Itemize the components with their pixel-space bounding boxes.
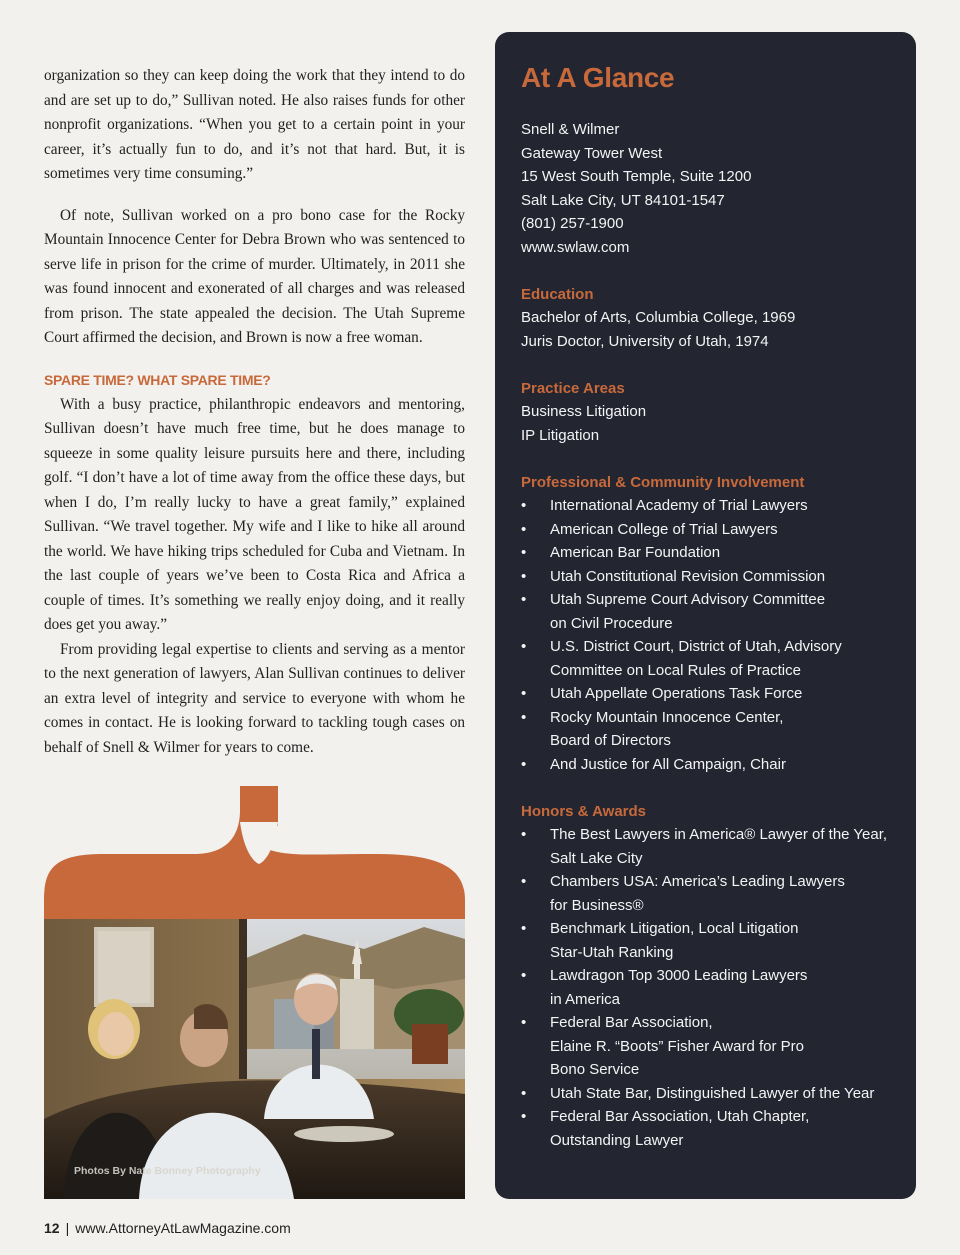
contact-line: 15 West South Temple, Suite 1200 — [521, 168, 752, 185]
bullet-icon: • — [521, 497, 527, 514]
honors-item-text: Bono Service — [550, 1061, 640, 1078]
footer-website: www.AttorneyAtLawMagazine.com — [75, 1220, 291, 1236]
honors-item — [521, 1011, 896, 1082]
honors-item-text: Chambers USA: America’s Leading Lawyers — [550, 873, 845, 890]
honors-item — [521, 917, 896, 964]
contact-section — [521, 118, 896, 259]
involvement-item-text: Utah Supreme Court Advisory Committee — [550, 591, 826, 608]
practice-item: Business Litigation — [521, 403, 647, 420]
honors-item-text: Benchmark Litigation, Local Litigation — [550, 920, 799, 937]
bullet-icon: • — [521, 1108, 527, 1125]
involvement-item — [521, 565, 896, 589]
honors-item-text: in America — [550, 990, 621, 1008]
bullet-icon: • — [521, 708, 527, 726]
practice-item: IP Litigation — [521, 426, 600, 444]
involvement-item — [521, 588, 896, 635]
honors-item-text: Federal Bar Association, — [550, 1014, 713, 1031]
involvement-item — [521, 635, 896, 682]
involvement-item — [521, 494, 896, 518]
involvement-item-text: on Civil Procedure — [550, 614, 673, 632]
contact-line: Gateway Tower West — [521, 144, 663, 162]
bullet-icon: • — [521, 638, 527, 655]
honors-item-text: The Best Lawyers in America® Lawyer of the Year, — [550, 826, 888, 843]
education-section — [521, 283, 896, 354]
education-item: Juris Doctor, University of Utah, 1974 — [521, 332, 769, 350]
bullet-icon: • — [521, 591, 527, 608]
honors-item-text: Salt Lake City — [550, 849, 643, 867]
section-heading: Education — [521, 285, 594, 303]
involvement-list — [521, 494, 896, 776]
honors-item-text: Lawdragon Top 3000 Leading Lawyers — [550, 967, 808, 984]
article-paragraph: organization so they can keep doing the work that they intend to do and are set up to do,” Sullivan noted. He also raises funds for other nonprofit organizations. “When you get to a certain point in your career, it’s actually fun to do, and it’s not that hard. But, it is sometimes very time consuming.” — [44, 67, 465, 182]
honors-item — [521, 964, 896, 1011]
honors-item — [521, 1105, 896, 1152]
involvement-item-text: Board of Directors — [550, 732, 671, 749]
decorative-brace — [44, 782, 465, 922]
involvement-item — [521, 753, 896, 777]
bullet-icon: • — [521, 826, 527, 843]
honors-item-text: for Business® — [550, 896, 644, 914]
bullet-icon: • — [521, 755, 527, 773]
section-subhead: SPARE TIME? WHAT SPARE TIME? — [44, 371, 271, 388]
honors-item — [521, 823, 896, 870]
involvement-item-text: Utah Constitutional Revision Commission — [550, 567, 826, 585]
contact-line: (801) 257-1900 — [521, 215, 624, 232]
contact-line: Salt Lake City, UT 84101-1547 — [521, 191, 725, 209]
honors-item-text: Utah State Bar, Distinguished Lawyer of the Year — [550, 1084, 875, 1102]
honors-item — [521, 870, 896, 917]
honors-section — [521, 800, 896, 1153]
at-a-glance-panel — [495, 32, 916, 1199]
involvement-item — [521, 706, 896, 753]
page-number: 12 — [44, 1220, 60, 1236]
contact-website: www.swlaw.com — [521, 238, 630, 256]
photo — [44, 919, 465, 1199]
article-paragraph: Of note, Sullivan worked on a pro bono case for the Rocky Mountain Innocence Center for Debra Brown who was sentenced to serve life in prison for the crime of murder. Ultimately, in 2011 she was found innocent and exonerated of all charges and was released from prison. The state appealed the decision. The Utah Supreme Court affirmed the decision, and Brown is now a free woman. — [44, 206, 465, 346]
honors-item-text: Star-Utah Ranking — [550, 943, 674, 961]
bullet-icon: • — [521, 520, 527, 538]
honors-item — [521, 1082, 896, 1106]
involvement-item-text: And Justice for All Campaign, Chair — [550, 755, 786, 773]
education-item: Bachelor of Arts, Columbia College, 1969 — [521, 309, 796, 326]
bullet-icon: • — [521, 873, 527, 890]
involvement-item — [521, 682, 896, 706]
bullet-icon: • — [521, 920, 527, 937]
page-footer — [44, 1220, 291, 1236]
bullet-icon: • — [521, 685, 527, 702]
honors-list — [521, 823, 896, 1152]
section-heading: Honors & Awards — [521, 802, 647, 820]
bullet-icon: • — [521, 1014, 527, 1031]
involvement-item-text: Rocky Mountain Innocence Center, — [550, 708, 784, 726]
meeting-photo-illustration — [44, 919, 465, 1199]
involvement-item — [521, 541, 896, 565]
article-paragraph: With a busy practice, philanthropic endeavors and mentoring, Sullivan doesn’t have much free time, but he does manage to squeeze in some quality leisure pursuits here and there, including golf. “I don’t have a lot of time away from the office these days, but when I do, I’m really lucky to have a great family,” explained Sullivan. “We travel together. My wife and I like to hike all around the world. We have hiking trips scheduled for Cuba and Vietnam. In the last couple of years we’ve been to Costa Rica and Africa a couple of times. It’s something we really enjoy doing, and it really does get you away.” — [44, 395, 465, 633]
involvement-item-text: U.S. District Court, District of Utah, Advisory — [550, 638, 842, 655]
contact-line: Snell & Wilmer — [521, 121, 620, 138]
photo-credit: Photos By Nate Bonney Photography — [74, 1165, 261, 1177]
section-heading: Practice Areas — [521, 379, 625, 397]
footer-separator: | — [65, 1220, 70, 1236]
involvement-item-text: Utah Appellate Operations Task Force — [550, 685, 803, 702]
bullet-icon: • — [521, 967, 527, 984]
involvement-item-text: American College of Trial Lawyers — [550, 520, 778, 538]
involvement-item-text: American Bar Foundation — [550, 544, 721, 561]
involvement-section — [521, 471, 896, 777]
panel-title: At A Glance — [521, 62, 675, 93]
involvement-item-text: International Academy of Trial Lawyers — [550, 497, 808, 514]
article-column — [44, 64, 465, 760]
honors-item-text: Federal Bar Association, Utah Chapter, — [550, 1108, 810, 1125]
bullet-icon: • — [521, 544, 527, 561]
bullet-icon: • — [521, 567, 527, 585]
honors-item-text: Outstanding Lawyer — [550, 1131, 684, 1149]
article-paragraph: From providing legal expertise to clients and serving as a mentor to the next generation of lawyers, Alan Sullivan continues to deliver an extra level of integrity and service to everyone with whom he comes in contact. He is looking forward to tackling tough cases on behalf of Snell & Wilmer for years to come. — [44, 640, 465, 756]
honors-item-text: Elaine R. “Boots” Fisher Award for Pro — [550, 1037, 804, 1055]
practice-section — [521, 377, 896, 448]
involvement-item-text: Committee on Local Rules of Practice — [550, 661, 801, 679]
section-heading: Professional & Community Involvement — [521, 473, 805, 491]
bullet-icon: • — [521, 1084, 527, 1102]
involvement-item — [521, 518, 896, 542]
